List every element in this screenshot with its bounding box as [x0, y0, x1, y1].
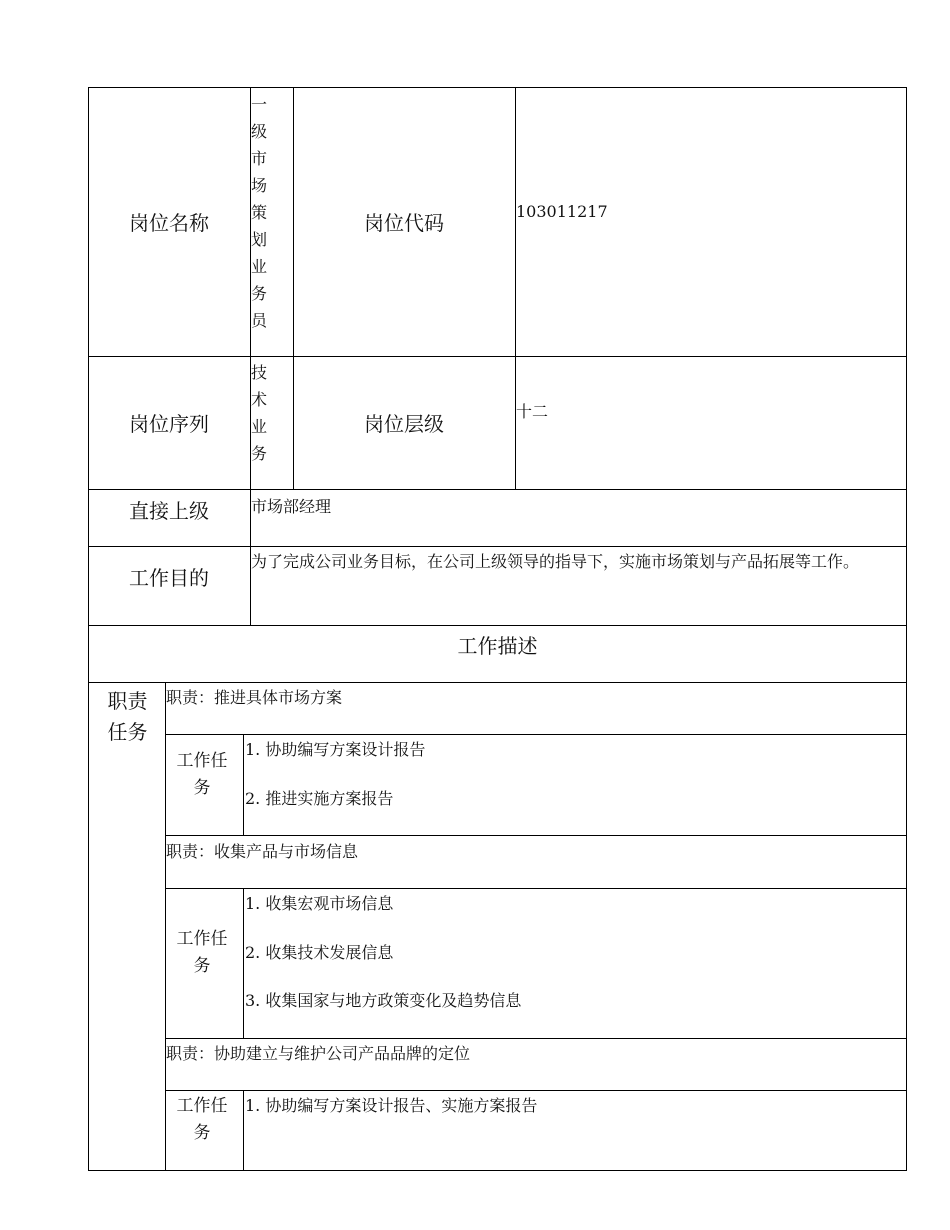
purpose-value: 为了完成公司业务目标，在公司上级领导的指导下，实施市场策划与产品拓展等工作。: [251, 552, 860, 571]
post-code-label: 岗位代码: [364, 211, 444, 235]
task-2-3: 3. 收集国家与地方政策变化及趋势信息: [245, 991, 522, 1010]
task-2-2: 2. 收集技术发展信息: [245, 943, 394, 962]
row-divider: [165, 1038, 907, 1039]
row-divider: [165, 888, 907, 889]
task-3-1: 1. 协助编写方案设计报告、实施方案报告: [245, 1096, 538, 1115]
post-sequence-label: 岗位序列: [129, 412, 209, 436]
row-divider: [88, 682, 907, 683]
column-divider: [165, 682, 166, 1171]
duty-3: 职责：协助建立与维护公司产品品牌的定位: [166, 1044, 471, 1063]
purpose-label: 工作目的: [129, 565, 209, 590]
section-title: 工作描述: [457, 633, 538, 658]
task-1-2: 2. 推进实施方案报告: [245, 789, 394, 808]
row-divider: [165, 1090, 907, 1091]
supervisor-label: 直接上级: [129, 498, 209, 523]
post-sequence-value: 技术业务: [251, 363, 268, 463]
duty-task-side-label: 职责任务: [107, 689, 148, 744]
post-level-value: 十二: [516, 402, 549, 421]
post-code-value: 103011217: [516, 202, 608, 221]
duty-1: 职责：推进具体市场方案: [166, 688, 343, 707]
column-divider: [243, 734, 244, 836]
supervisor-value: 市场部经理: [251, 497, 332, 516]
work-task-label: 工作任务: [176, 751, 228, 798]
task-2-1: 1. 收集宏观市场信息: [245, 894, 394, 913]
row-divider: [165, 835, 907, 836]
post-name-label: 岗位名称: [129, 211, 209, 235]
post-level-label: 岗位层级: [364, 412, 444, 436]
duty-2: 职责：收集产品与市场信息: [166, 842, 359, 861]
row-divider: [165, 734, 907, 735]
column-divider: [515, 87, 516, 490]
task-1-1: 1. 协助编写方案设计报告: [245, 740, 426, 759]
work-task-label: 工作任务: [176, 1096, 228, 1143]
work-task-label: 工作任务: [176, 929, 228, 976]
column-divider: [243, 888, 244, 1039]
post-name-value: 一级市场策划业务员: [251, 95, 268, 330]
column-divider: [243, 1090, 244, 1171]
